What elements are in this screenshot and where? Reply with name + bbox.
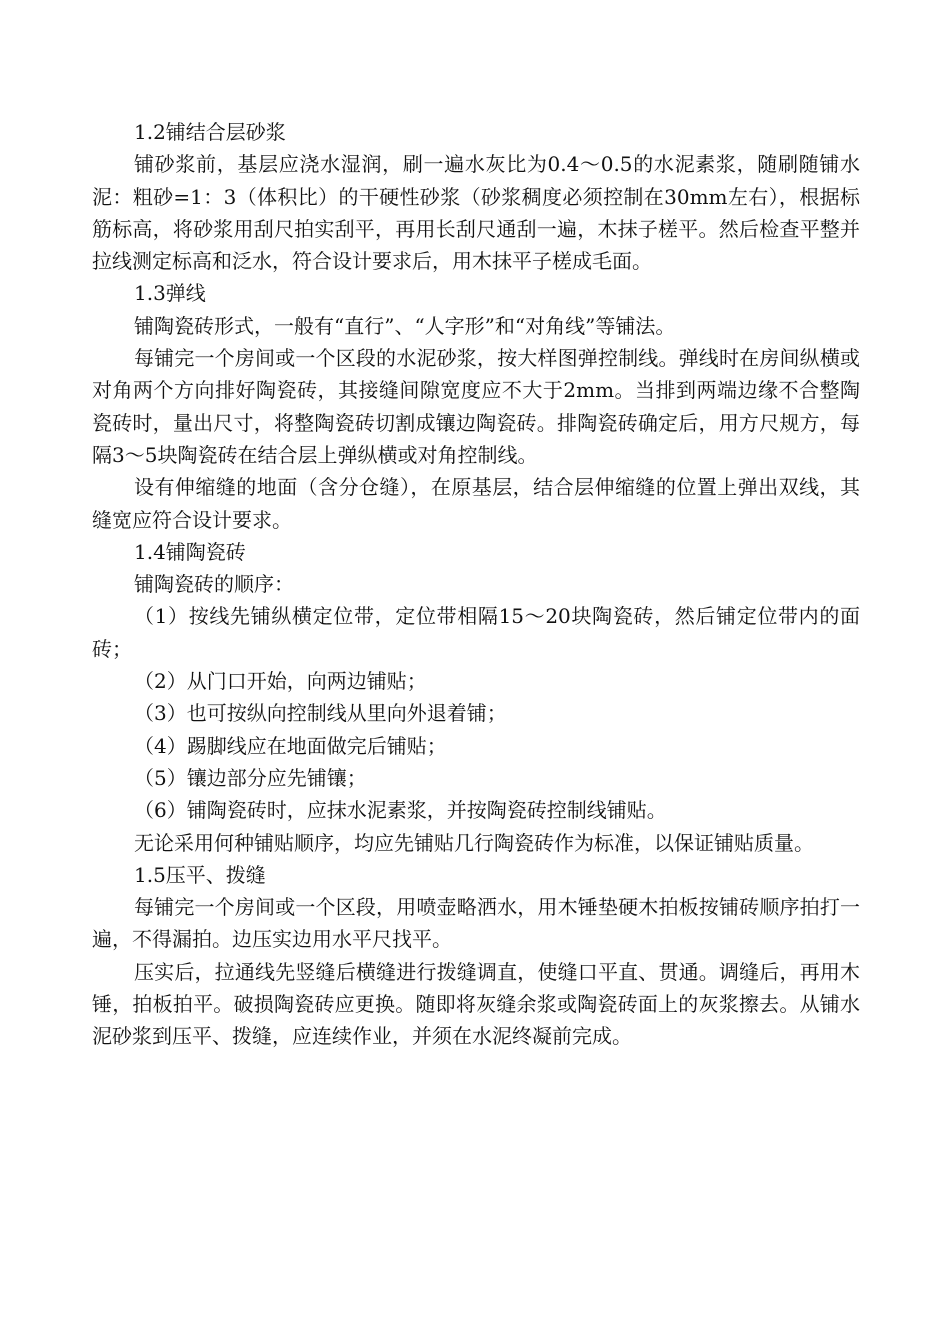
list-item: （5）镶边部分应先铺镶；: [134, 765, 367, 790]
paragraph: 铺陶瓷砖形式，一般有“直行”、“人字形”和“对角线”等铺法。: [134, 313, 676, 338]
list-item: （4）踢脚线应在地面做完后铺贴；: [134, 733, 447, 758]
paragraph: 铺陶瓷砖的顺序：: [134, 572, 294, 597]
document-page: [92, 116, 860, 1053]
paragraph: 每铺完一个房间或一个区段的水泥砂浆，按大样图弹控制线。弹线时在房间纵横或对角两个方向排好陶瓷砖，其接缝间隙宽度应不大于2mm。当排到两端边缘不合整陶瓷砖时，量出尺寸，将整陶瓷砖切割成镶边陶瓷砖。排陶瓷砖确定后，用方尺规方，每隔3～5块陶瓷砖在结合层上弹纵横或对角控制线。: [92, 346, 860, 467]
section-heading-1-5: 1.5压平、拨缝: [134, 862, 266, 887]
list-item: （1）按线先铺纵横定位带，定位带相隔15～20块陶瓷砖，然后铺定位带内的面砖；: [92, 604, 860, 661]
paragraph: 每铺完一个房间或一个区段，用喷壶略洒水，用木锤垫硬木拍板按铺砖顺序拍打一遍，不得漏拍。边压实边用水平尺找平。: [92, 895, 860, 952]
section-heading-1-3: 1.3弹线: [134, 281, 206, 306]
paragraph: 无论采用何种铺贴顺序，均应先铺贴几行陶瓷砖作为标准，以保证铺贴质量。: [134, 830, 814, 855]
section-heading-1-2: 1.2铺结合层砂浆: [134, 120, 286, 144]
paragraph: 铺砂浆前，基层应浇水湿润，刷一遍水灰比为0.4～0.5的水泥素浆，随刷随铺水泥：粗砂=1：3（体积比）的干硬性砂浆（砂浆稠度必须控制在30mm左右），根据标筋标高，将砂浆用刮尺拍实刮平，再用长刮尺通刮一遍，木抹子槎平。然后检查平整并拉线测定标高和泛水，符合设计要求后，用木抹平子槎成毛面。: [92, 152, 860, 274]
list-item: （3）也可按纵向控制线从里向外退着铺；: [134, 701, 507, 726]
paragraph: 压实后，拉通线先竖缝后横缝进行拨缝调直，使缝口平直、贯通。调缝后，再用木锤，拍板拍平。破损陶瓷砖应更换。随即将灰缝余浆或陶瓷砖面上的灰浆擦去。从铺水泥砂浆到压平、拨缝，应连续作业，并须在水泥终凝前完成。: [92, 959, 860, 1049]
list-item: （6）铺陶瓷砖时，应抹水泥素浆，并按陶瓷砖控制线铺贴。: [134, 798, 667, 823]
paragraph: 设有伸缩缝的地面（含分仓缝），在原基层，结合层伸缩缝的位置上弹出双线，其缝宽应符合设计要求。: [92, 475, 860, 532]
section-heading-1-4: 1.4铺陶瓷砖: [134, 539, 246, 564]
list-item: （2）从门口开始，向两边铺贴；: [134, 669, 427, 694]
